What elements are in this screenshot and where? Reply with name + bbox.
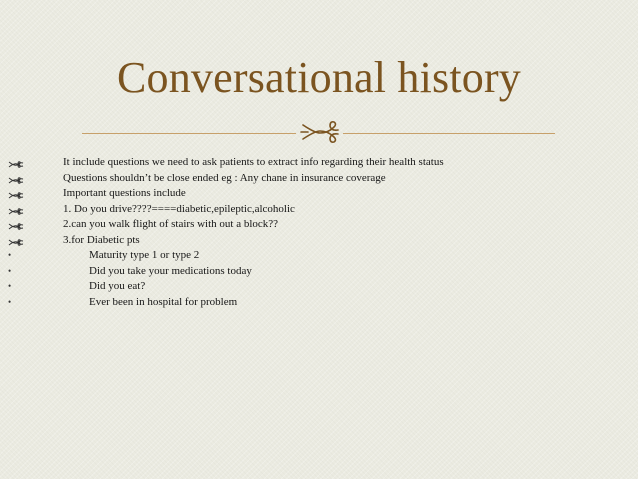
ornament-bullet-icon: [8, 175, 25, 184]
bullet-text: Did you eat?: [89, 280, 146, 292]
bullet-dot: •: [8, 296, 12, 307]
bullet-text: Ever been in hospital for problem: [89, 295, 238, 308]
bullet-dot: •: [8, 250, 12, 260]
ornament-bullet-icon: [8, 206, 25, 215]
ornament-divider-icon: [298, 118, 342, 146]
bullet-text: Important questions include: [63, 187, 186, 199]
bullet-text: Did you take your medications today: [89, 264, 252, 277]
bullet-dot: •: [8, 281, 12, 291]
bullet-dot: •: [8, 265, 12, 276]
ornament-bullet-icon: [8, 159, 25, 168]
bullet-text: Questions shouldn’t be close ended eg : Any chane in insurance coverage: [63, 171, 386, 184]
bullet-text: Maturity type 1 or type 2: [89, 249, 200, 261]
title-divider-right: [343, 133, 555, 134]
title-divider-left: [82, 133, 296, 134]
ornament-bullet-icon: [8, 237, 25, 246]
bullet-text: 3.for Diabetic pts: [63, 233, 140, 246]
bullet-text: It include questions we need to ask patients to extract info regarding their health status: [63, 156, 444, 168]
slide-title: Conversational history: [116, 53, 521, 102]
ornament-bullet-icon: [8, 221, 25, 230]
bullet-text: 2.can you walk flight of stairs with out a block??: [63, 218, 279, 230]
ornament-bullet-icon: [8, 190, 25, 199]
bullet-text: 1. Do you drive????====diabetic,epileptic,alcoholic: [63, 202, 295, 215]
